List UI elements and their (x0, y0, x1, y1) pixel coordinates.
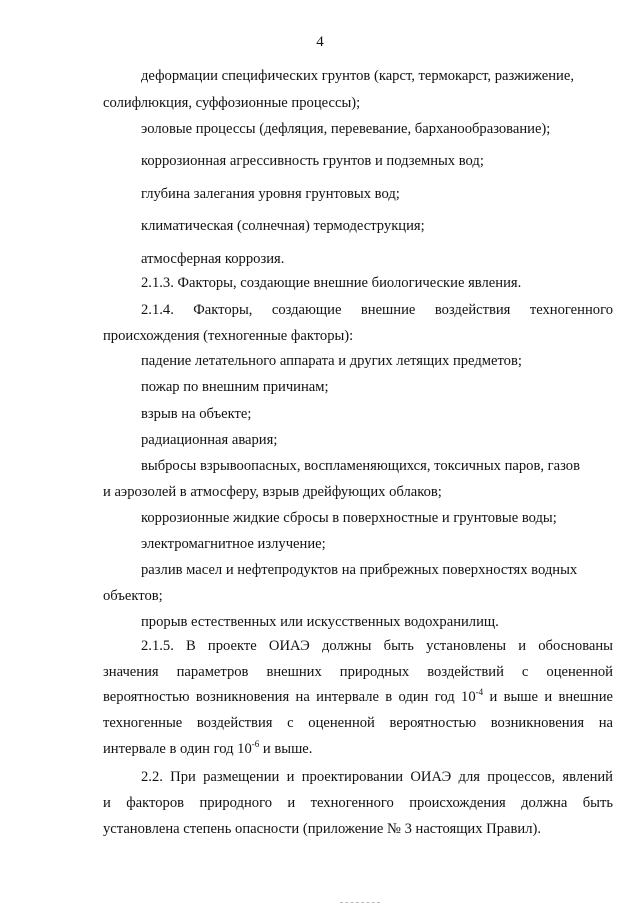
text-line: прорыв естественных или искусственных водохранилищ. (141, 614, 499, 630)
text-segment: вероятностью возникновения на интервале в один год 10 (103, 689, 476, 705)
text-line-with-exponent (103, 688, 613, 706)
text-line: и аэрозолей в атмосферу, взрыв дрейфующих облаков; (103, 484, 442, 500)
text-line: эоловые процессы (дефляция, перевевание, барханообразование); (141, 121, 551, 137)
subsection-2-1-3: 2.1.3. Факторы, создающие внешние биологические явления. (141, 275, 522, 291)
text-segment: и выше. (259, 741, 313, 757)
subsection-2-1-4: 2.1.4. Факторы, создающие внешние воздействия техногенного (141, 302, 613, 318)
text-line: значения параметров внешних природных воздействий с оцененной (103, 664, 613, 680)
text-line: глубина залегания уровня грунтовых вод; (141, 186, 400, 202)
text-line: электромагнитное излучение; (141, 536, 326, 552)
text-line: и факторов природного и техногенного происхождения должна быть (103, 795, 613, 811)
text-line: объектов; (103, 588, 163, 604)
text-line-with-exponent (103, 740, 312, 758)
text-line: коррозионные жидкие сбросы в поверхностные и грунтовые воды; (141, 510, 557, 526)
text-line: радиационная авария; (141, 432, 278, 448)
text-line: климатическая (солнечная) термодеструкция; (141, 218, 425, 234)
text-line: солифлюкция, суффозионные процессы); (103, 95, 361, 111)
text-line: установлена степень опасности (приложение № 3 настоящих Правил). (103, 821, 541, 837)
subsection-2-1-5: 2.1.5. В проекте ОИАЭ должны быть установлены и обоснованы (141, 638, 613, 654)
text-line: атмосферная коррозия. (141, 251, 285, 267)
text-line: техногенные воздействия с оцененной вероятностью возникновения на (103, 715, 613, 731)
text-line: пожар по внешним причинам; (141, 379, 329, 395)
text-segment: интервале в один год 10 (103, 741, 252, 757)
page-number: 4 (316, 34, 324, 50)
section-2-2: 2.2. При размещении и проектировании ОИАЭ для процессов, явлений (141, 769, 613, 785)
text-line: коррозионная агрессивность грунтов и подземных вод; (141, 153, 484, 169)
text-line: выбросы взрывоопасных, воспламеняющихся, токсичных паров, газов (141, 458, 580, 474)
text-line: деформации специфических грунтов (карст, термокарст, разжижение, (141, 68, 574, 84)
text-line: падение летательного аппарата и других летящих предметов; (141, 353, 522, 369)
text-line: взрыв на объекте; (141, 406, 252, 422)
text-segment: и выше и внешние (483, 689, 613, 705)
text-line: разлив масел и нефтепродуктов на прибрежных поверхностях водных (141, 562, 578, 578)
exponent: -4 (475, 687, 484, 698)
text-line: происхождения (техногенные факторы): (103, 328, 354, 344)
exponent: -6 (251, 739, 260, 750)
